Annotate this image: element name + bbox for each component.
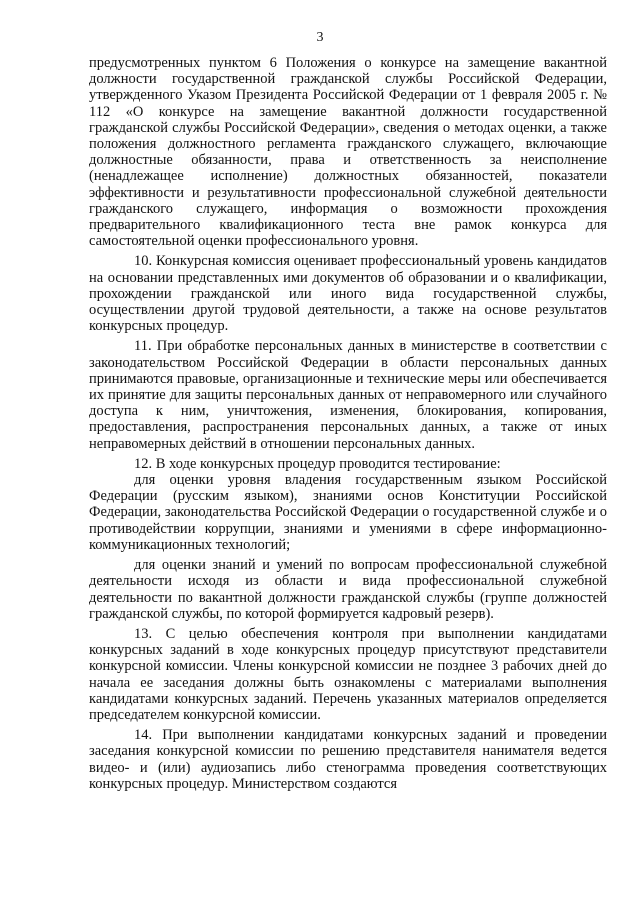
paragraph-10: 10. Конкурсная комиссия оценивает профессиональный уровень кандидатов на основании представленных ими документов об образовании и о квалификации, прохождении гражданской или иного вида государственной службы, осуществлении другой трудовой деятельности, а также на основе результатов конкурсных процедур.: [89, 253, 607, 335]
paragraph-12-item-professional: для оценки знаний и умений по вопросам профессиональной служебной деятельности исходя из области и вида профессиональной служебной деятельности по вакантной должности гражданской службы (группе должностей гражданской службы, по которой формируется кадровый резерв).: [89, 557, 607, 622]
paragraph-12-item-language: для оценки уровня владения государственным языком Российской Федерации (русским языком), знаниями основ Конституции Российской Федерации, законодательства Российской Федерации о государственной службе и о противодействии коррупции, знаниями и умениями в сфере информационно-коммуникационных технологий;: [89, 472, 607, 553]
paragraph-14: 14. При выполнении кандидатами конкурсных заданий и проведении заседания конкурсной комиссии по решению представителя нанимателя ведется видео- и (или) аудиозапись либо стенограмма проведения соответствующих конкурсных процедур. Министерством создаются: [89, 727, 607, 792]
paragraph-12: 12. В ходе конкурсных процедур проводится тестирование:: [134, 455, 501, 472]
paragraph-continuation: предусмотренных пунктом 6 Положения о конкурсе на замещение вакантной должности государственной гражданской службы Российской Федерации, утвержденного Указом Президента Российской Федерации от 1 февраля 2005 г. № 112 «О конкурсе на замещение вакантной должности государственной гражданской службы Российской Федерации», сведения о методах оценки, а также положения должностного регламента гражданского служащего, включающие должностные обязанности, права и ответственность за неисполнение (ненадлежащее исполнение) должностных обязанностей, показатели эффективности и результативности профессиональной служебной деятельности гражданского служащего, информация о возможности прохождения предварительного квалификационного теста вне рамок конкурса для самостоятельной оценки профессионального уровня.: [89, 55, 607, 250]
document-body: [89, 55, 607, 792]
page-number: 3: [316, 30, 324, 45]
paragraph-13: 13. С целью обеспечения контроля при выполнении кандидатами конкурсных заданий в ходе конкурсных процедур присутствуют представители конкурсной комиссии. Члены конкурсной комиссии не позднее 3 рабочих дней до начала ее заседания должны быть ознакомлены с материалами выполнения кандидатами конкурсных заданий. Перечень указанных материалов определяется председателем конкурсной комиссии.: [89, 625, 607, 723]
paragraph-11: 11. При обработке персональных данных в министерстве в соответствии с законодательством Российской Федерации в области персональных данных принимаются правовые, организационные и технические меры или обеспечивается их принятие для защиты персональных данных от неправомерного или случайного доступа к ним, уничтожения, изменения, блокирования, копирования, предоставления, распространения персональных данных, а также от иных неправомерных действий в отношении персональных данных.: [89, 338, 607, 452]
